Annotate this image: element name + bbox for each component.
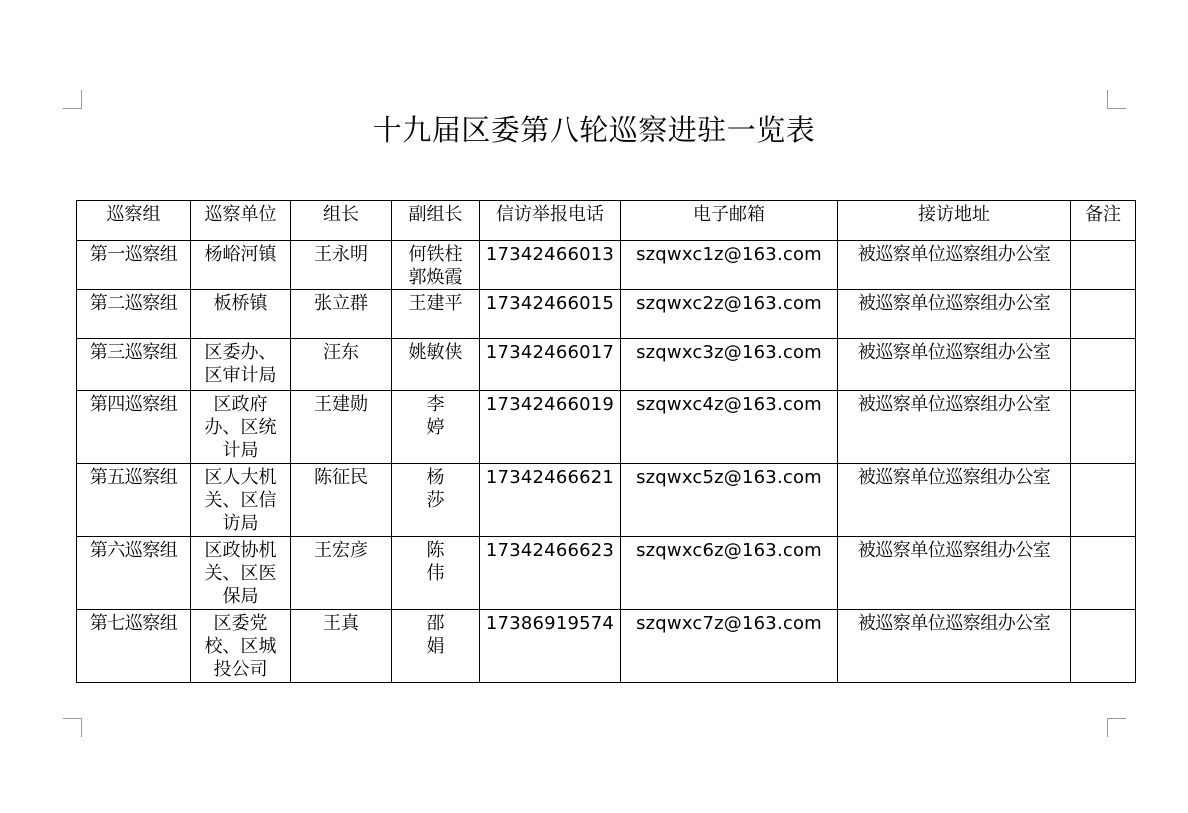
cell-note	[1071, 241, 1136, 290]
column-header-note: 备注	[1071, 201, 1136, 241]
cell-address: 被巡察单位巡察组办公室	[838, 391, 1071, 464]
deputy-name: 郭焕霞	[408, 267, 463, 288]
cell-phone: 17342466019	[480, 391, 621, 464]
cell-deputy	[392, 464, 480, 537]
cell-unit: 区人大机关、区信访局	[191, 464, 291, 537]
cell-email: szqwxc6z@163.com	[621, 537, 838, 610]
cell-leader: 陈征民	[291, 464, 392, 537]
column-header-phone: 信访举报电话	[480, 201, 621, 241]
deputy-name: 陈伟	[426, 540, 463, 584]
deputy-name: 邵娟	[426, 613, 463, 657]
table-row	[77, 610, 1136, 683]
cell-group: 第二巡察组	[77, 290, 191, 339]
cell-deputy	[392, 610, 480, 683]
cell-leader: 汪东	[291, 339, 392, 391]
crop-mark-bottom-right	[1107, 718, 1126, 737]
cell-address: 被巡察单位巡察组办公室	[838, 339, 1071, 391]
table-row	[77, 241, 1136, 290]
column-header-email: 电子邮箱	[621, 201, 838, 241]
cell-deputy	[392, 339, 480, 391]
cell-address: 被巡察单位巡察组办公室	[838, 537, 1071, 610]
cell-email: szqwxc4z@163.com	[621, 391, 838, 464]
crop-mark-bottom-left	[63, 718, 82, 737]
cell-email: szqwxc1z@163.com	[621, 241, 838, 290]
deputy-name: 何铁柱	[408, 244, 463, 265]
cell-note	[1071, 464, 1136, 537]
cell-leader: 王宏彦	[291, 537, 392, 610]
cell-unit: 区政府办、区统计局	[191, 391, 291, 464]
page-title: 十九届区委第八轮巡察进驻一览表	[372, 113, 816, 147]
cell-deputy	[392, 391, 480, 464]
cell-leader: 王真	[291, 610, 392, 683]
cell-phone: 17342466621	[480, 464, 621, 537]
table-row	[77, 290, 1136, 339]
cell-phone: 17342466013	[480, 241, 621, 290]
crop-mark-top-right	[1107, 90, 1126, 109]
cell-address: 被巡察单位巡察组办公室	[838, 464, 1071, 537]
cell-unit: 区政协机关、区医保局	[191, 537, 291, 610]
deputy-name: 王建平	[408, 293, 463, 314]
deputy-name: 杨莎	[426, 467, 463, 511]
table-row	[77, 391, 1136, 464]
cell-group: 第七巡察组	[77, 610, 191, 683]
cell-group: 第三巡察组	[77, 339, 191, 391]
cell-phone: 17386919574	[480, 610, 621, 683]
cell-deputy	[392, 290, 480, 339]
cell-phone: 17342466623	[480, 537, 621, 610]
cell-note	[1071, 537, 1136, 610]
cell-leader: 王建勋	[291, 391, 392, 464]
column-header-group: 巡察组	[77, 201, 191, 241]
cell-email: szqwxc3z@163.com	[621, 339, 838, 391]
column-header-address: 接访地址	[838, 201, 1071, 241]
cell-group: 第一巡察组	[77, 241, 191, 290]
cell-email: szqwxc5z@163.com	[621, 464, 838, 537]
table-row	[77, 537, 1136, 610]
cell-email: szqwxc7z@163.com	[621, 610, 838, 683]
column-header-leader: 组长	[291, 201, 392, 241]
deputy-name: 李婷	[426, 394, 463, 438]
inspection-roster-table	[76, 200, 1136, 683]
cell-phone: 17342466017	[480, 339, 621, 391]
crop-mark-top-left	[63, 90, 82, 109]
column-header-unit: 巡察单位	[191, 201, 291, 241]
cell-leader: 王永明	[291, 241, 392, 290]
table-row	[77, 339, 1136, 391]
cell-address: 被巡察单位巡察组办公室	[838, 290, 1071, 339]
cell-phone: 17342466015	[480, 290, 621, 339]
deputy-name: 姚敏侠	[408, 342, 463, 363]
cell-unit: 区委办、区审计局	[191, 339, 291, 391]
cell-note	[1071, 339, 1136, 391]
cell-unit: 杨峪河镇	[191, 241, 291, 290]
cell-group: 第五巡察组	[77, 464, 191, 537]
cell-leader: 张立群	[291, 290, 392, 339]
cell-unit: 区委党校、区城投公司	[191, 610, 291, 683]
cell-address: 被巡察单位巡察组办公室	[838, 241, 1071, 290]
cell-note	[1071, 391, 1136, 464]
table-row	[77, 464, 1136, 537]
cell-deputy	[392, 537, 480, 610]
cell-unit: 板桥镇	[191, 290, 291, 339]
cell-deputy	[392, 241, 480, 290]
cell-note	[1071, 290, 1136, 339]
cell-email: szqwxc2z@163.com	[621, 290, 838, 339]
column-header-deputy: 副组长	[392, 201, 480, 241]
cell-group: 第四巡察组	[77, 391, 191, 464]
cell-group: 第六巡察组	[77, 537, 191, 610]
cell-note	[1071, 610, 1136, 683]
table-header-row	[77, 201, 1136, 241]
cell-address: 被巡察单位巡察组办公室	[838, 610, 1071, 683]
